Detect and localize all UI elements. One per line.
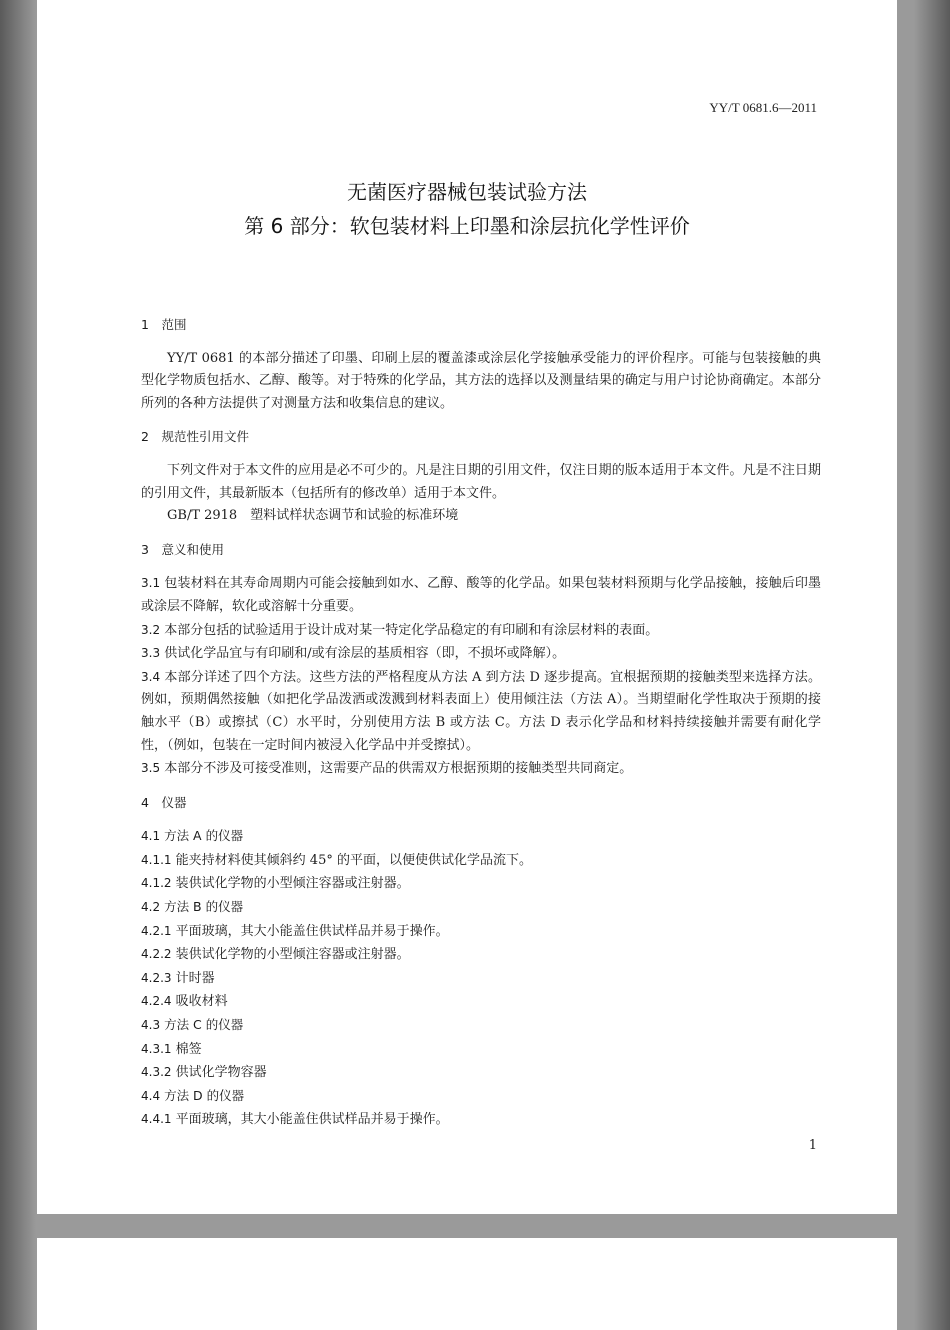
clause-subheading: 方法 B 的仪器 xyxy=(160,899,244,915)
clause-text: 棉签 xyxy=(171,1041,202,1057)
document-body xyxy=(141,314,821,1132)
clause-number: 3.1 xyxy=(141,576,161,591)
clause-number: 4.3 xyxy=(141,1018,161,1033)
clause-3-3 xyxy=(141,642,821,666)
clause-number: 4.1.2 xyxy=(141,876,172,891)
clause-3-4 xyxy=(141,666,821,757)
clause-text: 平面玻璃，其大小能盖住供试样品并易于操作。 xyxy=(171,923,449,939)
clause-4-3-1 xyxy=(141,1038,821,1062)
clause-text: 装供试化学物的小型倾注容器或注射器。 xyxy=(171,876,410,892)
clause-text: 装供试化学物的小型倾注容器或注射器。 xyxy=(171,947,410,963)
section-heading-references: 2 规范性引用文件 xyxy=(141,429,249,445)
document-subtitle: 第 6 部分：软包装材料上印墨和涂层抗化学性评价 xyxy=(244,214,690,238)
section-heading-apparatus: 4 仪器 xyxy=(141,794,187,810)
clause-text: 能夹持材料使其倾斜约 45° 的平面，以便使供试化学品流下。 xyxy=(171,852,532,868)
standard-code: YY/T 0681.6—2011 xyxy=(709,100,817,115)
clause-number: 4.4.1 xyxy=(141,1112,172,1127)
clause-text: 供试化学物容器 xyxy=(171,1065,267,1081)
clause-number: 4.2.3 xyxy=(141,970,172,985)
clause-4-2-4 xyxy=(141,990,821,1014)
clause-text: 本部分详述了四个方法。这些方法的严格程度从方法 A 到方法 D 逐步提高。宜根据预期的接触类型来选择方法。例如，预期偶然接触（如把化学品泼洒或泼溅到材料表面上）使用倾注法（方法 A）。当期望耐化学性取决于预期的接触水平（B）或擦拭（C）水平时，分别使用方法 B 或方法 C。方法 D 表示化学品和材料持续接触并需要有耐化学性，（例如，包装在一定时间内被浸入化学品中并受擦拭）。 xyxy=(141,669,821,753)
clause-number: 3.5 xyxy=(141,761,161,776)
section-heading-scope: 1 范围 xyxy=(141,317,187,332)
clause-text: 平面玻璃，其大小能盖住供试样品并易于操作。 xyxy=(171,1112,449,1128)
clause-subheading: 方法 A 的仪器 xyxy=(160,828,244,844)
clause-4-2 xyxy=(141,896,821,920)
clause-number: 4.2.1 xyxy=(141,923,172,938)
clause-number: 4.3.2 xyxy=(141,1065,172,1080)
clause-number: 4.1 xyxy=(141,829,161,844)
clause-number: 4.4 xyxy=(141,1088,161,1103)
clause-text: 吸收材料 xyxy=(171,994,228,1010)
clause-subheading: 方法 D 的仪器 xyxy=(160,1087,245,1103)
section-heading-significance: 3 意义和使用 xyxy=(141,541,224,557)
clause-text: 供试化学品宜与有印刷和/或有涂层的基质相容（即，不损坏或降解）。 xyxy=(160,646,566,662)
clause-3-1 xyxy=(141,572,821,618)
clause-number: 4.1.1 xyxy=(141,852,172,867)
clause-number: 3.2 xyxy=(141,622,161,637)
clause-4-3 xyxy=(141,1014,821,1038)
document-title: 无菌医疗器械包装试验方法 xyxy=(347,180,587,204)
clause-number: 4.2 xyxy=(141,900,161,915)
clause-text: 计时器 xyxy=(171,970,215,986)
clause-text: 本部分包括的试验适用于设计成对某一特定化学品稳定的有印刷和有涂层材料的表面。 xyxy=(160,622,659,638)
clause-3-2 xyxy=(141,619,821,643)
clause-subheading: 方法 C 的仪器 xyxy=(160,1017,244,1033)
document-page xyxy=(37,0,897,1214)
clause-text: 本部分不涉及可接受准则，这需要产品的供需双方根据预期的接触类型共同商定。 xyxy=(160,761,633,777)
clause-4-1-1 xyxy=(141,849,821,873)
clause-number: 3.3 xyxy=(141,646,161,661)
clause-4-2-1 xyxy=(141,920,821,944)
clause-4-2-3 xyxy=(141,967,821,991)
reference-item: GB/T 2918 塑料试样状态调节和试验的标准环境 xyxy=(167,508,459,524)
page-number: 1 xyxy=(808,1138,817,1153)
clause-4-1 xyxy=(141,825,821,849)
clause-text: 包装材料在其寿命周期内可能会接触到如水、乙醇、酸等的化学品。如果包装材料预期与化学品接触，接触后印墨或涂层不降解，软化或溶解十分重要。 xyxy=(141,576,821,614)
clause-number: 4.3.1 xyxy=(141,1041,172,1056)
clause-number: 4.2.4 xyxy=(141,994,172,1009)
references-paragraph: 下列文件对于本文件的应用是必不可少的。凡是注日期的引用文件，仅注日期的版本适用于本文件。凡是不注日期的引用文件，其最新版本（包括所有的修改单）适用于本文件。 xyxy=(141,462,821,501)
clause-4-4-1 xyxy=(141,1108,821,1132)
clause-4-2-2 xyxy=(141,943,821,967)
clause-number: 4.2.2 xyxy=(141,947,172,962)
scope-paragraph: YY/T 0681 的本部分描述了印墨、印刷上层的覆盖漆或涂层化学接触承受能力的评价程序。可能与包装接触的典型化学物质包括水、乙醇、酸等。对于特殊的化学品，其方法的选择以及测量结果的确定与用户讨论协商确定。本部分所列的各种方法提供了对测量方法和收集信息的建议。 xyxy=(141,350,821,411)
clause-4-3-2 xyxy=(141,1061,821,1085)
clause-number: 3.4 xyxy=(141,669,161,684)
clause-4-1-2 xyxy=(141,872,821,896)
clause-3-5 xyxy=(141,757,821,781)
next-document-page xyxy=(37,1238,897,1330)
clause-4-4 xyxy=(141,1085,821,1109)
